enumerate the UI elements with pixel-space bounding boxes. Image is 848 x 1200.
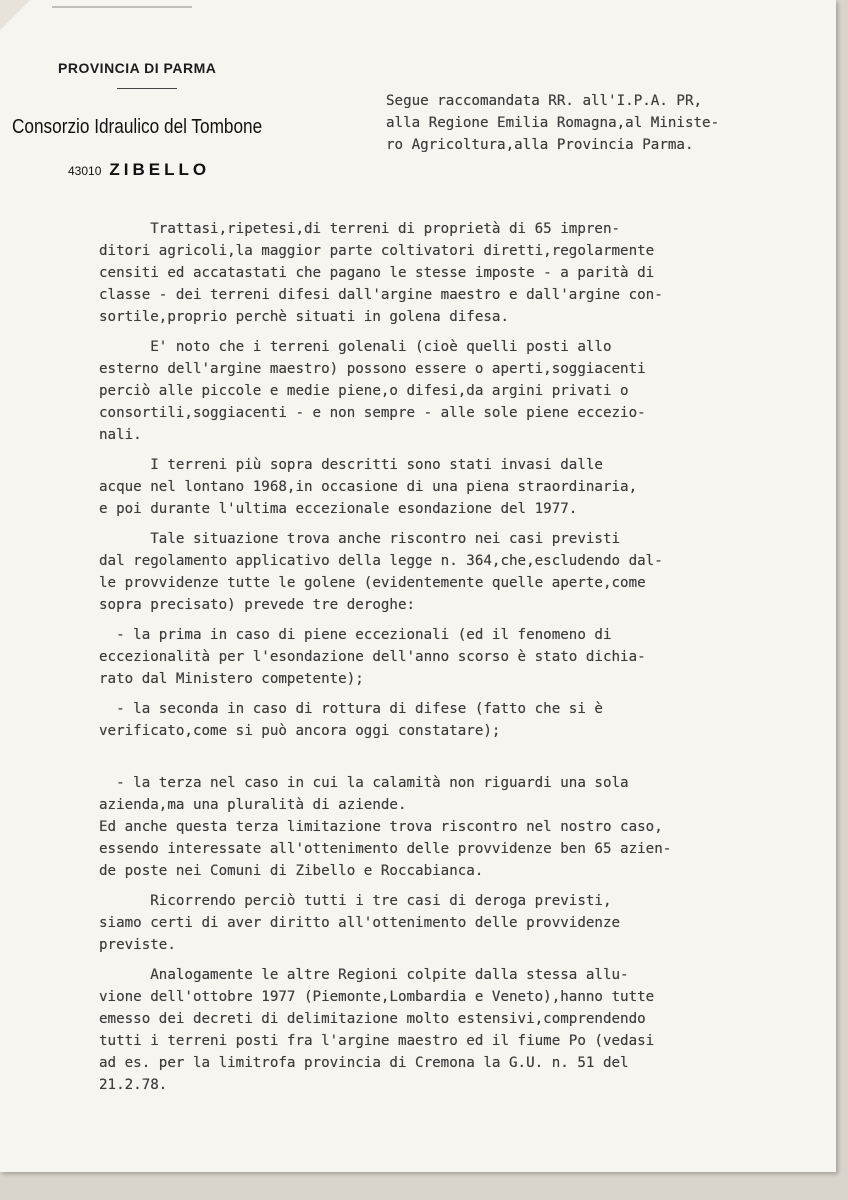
header-note-line: ro Agricoltura,alla Provincia Parma.	[386, 137, 694, 153]
text-line: sopra precisato) prevede tre deroghe:	[99, 597, 416, 613]
text-line: - la prima in caso di piene eccezionali (ed il fenomeno di	[99, 627, 612, 643]
paragraph	[99, 698, 799, 742]
text-line: e poi durante l'ultima eccezionale esondazione del 1977.	[99, 501, 578, 517]
text-line: le provvidenze tutte le golene (evidentemente quelle aperte,come	[99, 575, 646, 591]
text-line: sortile,proprio perchè situati in golena difesa.	[99, 309, 509, 325]
header-note	[386, 90, 826, 156]
text-line: tutti i terreni posti fra l'argine maestro ed il fiume Po (vedasi	[99, 1033, 655, 1049]
header-note-line: alla Regione Emilia Romagna,al Ministe-	[386, 115, 720, 131]
text-line: classe - dei terreni difesi dall'argine maestro e dall'argine con-	[99, 287, 663, 303]
paragraph	[99, 528, 799, 616]
text-line: Tale situazione trova anche riscontro nei casi previsti	[99, 531, 621, 547]
text-line: de poste nei Comuni di Zibello e Roccabianca.	[99, 863, 484, 879]
postal-code: 43010	[68, 164, 102, 178]
letterhead-address	[68, 160, 210, 180]
text-line: essendo interessate all'ottenimento delle provvidenze ben 65 azien-	[99, 841, 672, 857]
town-name: ZIBELLO	[109, 160, 211, 179]
text-line: Trattasi,ripetesi,di terreni di proprietà di 65 impren-	[99, 221, 621, 237]
text-line: eccezionalità per l'esondazione dell'anno scorso è stato dichia-	[99, 649, 646, 665]
text-line: ditori agricoli,la maggior parte coltivatori diretti,regolarmente	[99, 243, 655, 259]
text-line: Ricorrendo perciò tutti i tre casi di deroga previsti,	[99, 893, 612, 909]
text-line: azienda,ma una pluralità di aziende.	[99, 797, 407, 813]
letter-body	[99, 218, 799, 1096]
text-line: emesso dei decreti di delimitazione molto estensivi,comprendendo	[99, 1011, 646, 1027]
text-line: rato dal Ministero competente);	[99, 671, 364, 687]
text-line: Analogamente le altre Regioni colpite dalla stessa allu-	[99, 967, 629, 983]
text-line: dal regolamento applicativo della legge n. 364,che,escludendo dal-	[99, 553, 663, 569]
text-line: I terreni più sopra descritti sono stati invasi dalle	[99, 457, 603, 473]
paragraph	[99, 454, 799, 520]
header-note-line: Segue raccomandata RR. all'I.P.A. PR,	[386, 93, 703, 109]
letterhead-province: PROVINCIA DI PARMA	[58, 60, 217, 76]
paragraph	[99, 218, 799, 328]
text-line: verificato,come si può ancora oggi constatare);	[99, 723, 501, 739]
text-line: consortili,soggiacenti - e non sempre - alle sole piene eccezio-	[99, 405, 646, 421]
text-line: acque nel lontano 1968,in occasione di una piena straordinaria,	[99, 479, 638, 495]
text-line: E' noto che i terreni golenali (cioè quelli posti allo	[99, 339, 612, 355]
text-line: - la seconda in caso di rottura di difese (fatto che si è	[99, 701, 603, 717]
paragraph	[99, 624, 799, 690]
text-line: 21.2.78.	[99, 1077, 168, 1093]
text-line: Ed anche questa terza limitazione trova riscontro nel nostro caso,	[99, 819, 663, 835]
text-line: - la terza nel caso in cui la calamità non riguardi una sola	[99, 775, 629, 791]
letterhead-rule	[117, 88, 177, 89]
letterhead-consortium: Consorzio Idraulico del Tombone	[12, 116, 263, 138]
paragraph	[99, 890, 799, 956]
text-line: perciò alle piccole e medie piene,o difesi,da argini privati o	[99, 383, 629, 399]
paragraph	[99, 772, 799, 882]
text-line: siamo certi di aver diritto all'ottenimento delle provvidenze	[99, 915, 621, 931]
letterhead	[0, 0, 300, 200]
text-line: censiti ed accatastati che pagano le stesse imposte - a parità di	[99, 265, 655, 281]
text-line: vione dell'ottobre 1977 (Piemonte,Lombardia e Veneto),hanno tutte	[99, 989, 655, 1005]
paragraph	[99, 964, 799, 1096]
text-line: previste.	[99, 937, 176, 953]
text-line: nali.	[99, 427, 142, 443]
text-line: ad es. per la limitrofa provincia di Cremona la G.U. n. 51 del	[99, 1055, 629, 1071]
paragraph	[99, 336, 799, 446]
text-line: esterno dell'argine maestro) possono essere o aperti,soggiacenti	[99, 361, 646, 377]
